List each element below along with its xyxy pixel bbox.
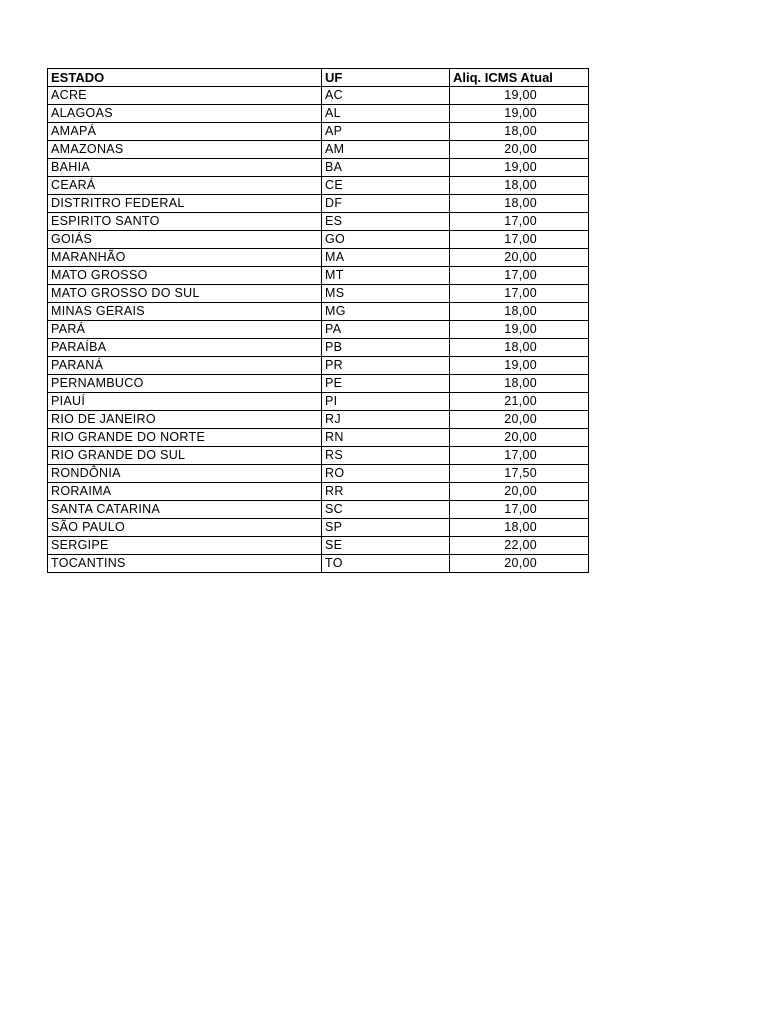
cell-aliq-icms: 18,00 <box>450 123 589 141</box>
table-row <box>48 267 589 285</box>
table-row <box>48 519 589 537</box>
cell-uf: PI <box>322 393 450 411</box>
cell-aliq-icms: 18,00 <box>450 519 589 537</box>
cell-uf: MA <box>322 249 450 267</box>
cell-aliq-icms: 17,00 <box>450 447 589 465</box>
cell-aliq-icms: 19,00 <box>450 159 589 177</box>
cell-aliq-icms: 17,00 <box>450 231 589 249</box>
cell-aliq-icms: 20,00 <box>450 555 589 573</box>
table-header <box>48 69 589 87</box>
table-row <box>48 177 589 195</box>
table-row <box>48 447 589 465</box>
table-row <box>48 357 589 375</box>
column-header-aliq-icms: Aliq. ICMS Atual <box>450 69 589 87</box>
cell-aliq-icms: 19,00 <box>450 105 589 123</box>
cell-estado: RIO GRANDE DO NORTE <box>48 429 322 447</box>
cell-uf: MG <box>322 303 450 321</box>
cell-uf: MS <box>322 285 450 303</box>
cell-uf: TO <box>322 555 450 573</box>
cell-aliq-icms: 20,00 <box>450 411 589 429</box>
cell-uf: RS <box>322 447 450 465</box>
table-row <box>48 501 589 519</box>
cell-estado: AMAPÁ <box>48 123 322 141</box>
cell-aliq-icms: 17,50 <box>450 465 589 483</box>
column-header-uf: UF <box>322 69 450 87</box>
cell-estado: PIAUÍ <box>48 393 322 411</box>
cell-uf: AL <box>322 105 450 123</box>
cell-aliq-icms: 22,00 <box>450 537 589 555</box>
cell-estado: TOCANTINS <box>48 555 322 573</box>
table-row <box>48 231 589 249</box>
cell-estado: CEARÁ <box>48 177 322 195</box>
cell-estado: ESPIRITO SANTO <box>48 213 322 231</box>
cell-uf: SP <box>322 519 450 537</box>
table-row <box>48 321 589 339</box>
table-row <box>48 105 589 123</box>
cell-estado: MATO GROSSO <box>48 267 322 285</box>
table-row <box>48 141 589 159</box>
cell-aliq-icms: 20,00 <box>450 429 589 447</box>
cell-estado: PARAÍBA <box>48 339 322 357</box>
cell-estado: ALAGOAS <box>48 105 322 123</box>
cell-uf: RN <box>322 429 450 447</box>
cell-aliq-icms: 18,00 <box>450 339 589 357</box>
table-row <box>48 249 589 267</box>
cell-estado: SÃO PAULO <box>48 519 322 537</box>
cell-uf: PA <box>322 321 450 339</box>
cell-uf: AP <box>322 123 450 141</box>
cell-aliq-icms: 18,00 <box>450 177 589 195</box>
cell-aliq-icms: 18,00 <box>450 195 589 213</box>
table-row <box>48 123 589 141</box>
table-row <box>48 87 589 105</box>
cell-estado: MATO GROSSO DO SUL <box>48 285 322 303</box>
cell-uf: AM <box>322 141 450 159</box>
table-row <box>48 303 589 321</box>
cell-uf: SE <box>322 537 450 555</box>
table-row <box>48 375 589 393</box>
column-header-estado: ESTADO <box>48 69 322 87</box>
cell-uf: AC <box>322 87 450 105</box>
cell-estado: MARANHÃO <box>48 249 322 267</box>
spreadsheet-page <box>47 68 589 573</box>
cell-aliq-icms: 17,00 <box>450 213 589 231</box>
cell-uf: GO <box>322 231 450 249</box>
table-row <box>48 537 589 555</box>
cell-estado: SERGIPE <box>48 537 322 555</box>
cell-uf: SC <box>322 501 450 519</box>
cell-aliq-icms: 19,00 <box>450 357 589 375</box>
cell-estado: DISTRITRO FEDERAL <box>48 195 322 213</box>
cell-estado: SANTA CATARINA <box>48 501 322 519</box>
cell-aliq-icms: 17,00 <box>450 285 589 303</box>
table-row <box>48 159 589 177</box>
table-row <box>48 393 589 411</box>
cell-uf: MT <box>322 267 450 285</box>
cell-estado: AMAZONAS <box>48 141 322 159</box>
table-row <box>48 213 589 231</box>
cell-estado: PARÁ <box>48 321 322 339</box>
table-row <box>48 429 589 447</box>
cell-estado: BAHIA <box>48 159 322 177</box>
cell-aliq-icms: 18,00 <box>450 303 589 321</box>
table-row <box>48 339 589 357</box>
table-body <box>48 87 589 573</box>
cell-aliq-icms: 18,00 <box>450 375 589 393</box>
table-row <box>48 465 589 483</box>
cell-aliq-icms: 19,00 <box>450 87 589 105</box>
cell-uf: RR <box>322 483 450 501</box>
cell-aliq-icms: 17,00 <box>450 501 589 519</box>
cell-estado: ACRE <box>48 87 322 105</box>
table-row <box>48 483 589 501</box>
cell-estado: MINAS GERAIS <box>48 303 322 321</box>
cell-estado: GOIÁS <box>48 231 322 249</box>
cell-estado: RONDÔNIA <box>48 465 322 483</box>
table-row <box>48 555 589 573</box>
cell-estado: RIO GRANDE DO SUL <box>48 447 322 465</box>
cell-aliq-icms: 20,00 <box>450 141 589 159</box>
cell-uf: RO <box>322 465 450 483</box>
table-row <box>48 285 589 303</box>
cell-aliq-icms: 21,00 <box>450 393 589 411</box>
icms-rate-table <box>47 68 589 573</box>
cell-estado: RIO DE JANEIRO <box>48 411 322 429</box>
cell-uf: ES <box>322 213 450 231</box>
cell-aliq-icms: 17,00 <box>450 267 589 285</box>
cell-uf: CE <box>322 177 450 195</box>
cell-uf: PB <box>322 339 450 357</box>
cell-estado: RORAIMA <box>48 483 322 501</box>
cell-uf: PR <box>322 357 450 375</box>
table-row <box>48 195 589 213</box>
table-row <box>48 411 589 429</box>
cell-estado: PARANÁ <box>48 357 322 375</box>
cell-uf: DF <box>322 195 450 213</box>
cell-uf: RJ <box>322 411 450 429</box>
cell-estado: PERNAMBUCO <box>48 375 322 393</box>
cell-aliq-icms: 20,00 <box>450 483 589 501</box>
cell-uf: BA <box>322 159 450 177</box>
header-row <box>48 69 589 87</box>
cell-aliq-icms: 19,00 <box>450 321 589 339</box>
cell-aliq-icms: 20,00 <box>450 249 589 267</box>
cell-uf: PE <box>322 375 450 393</box>
